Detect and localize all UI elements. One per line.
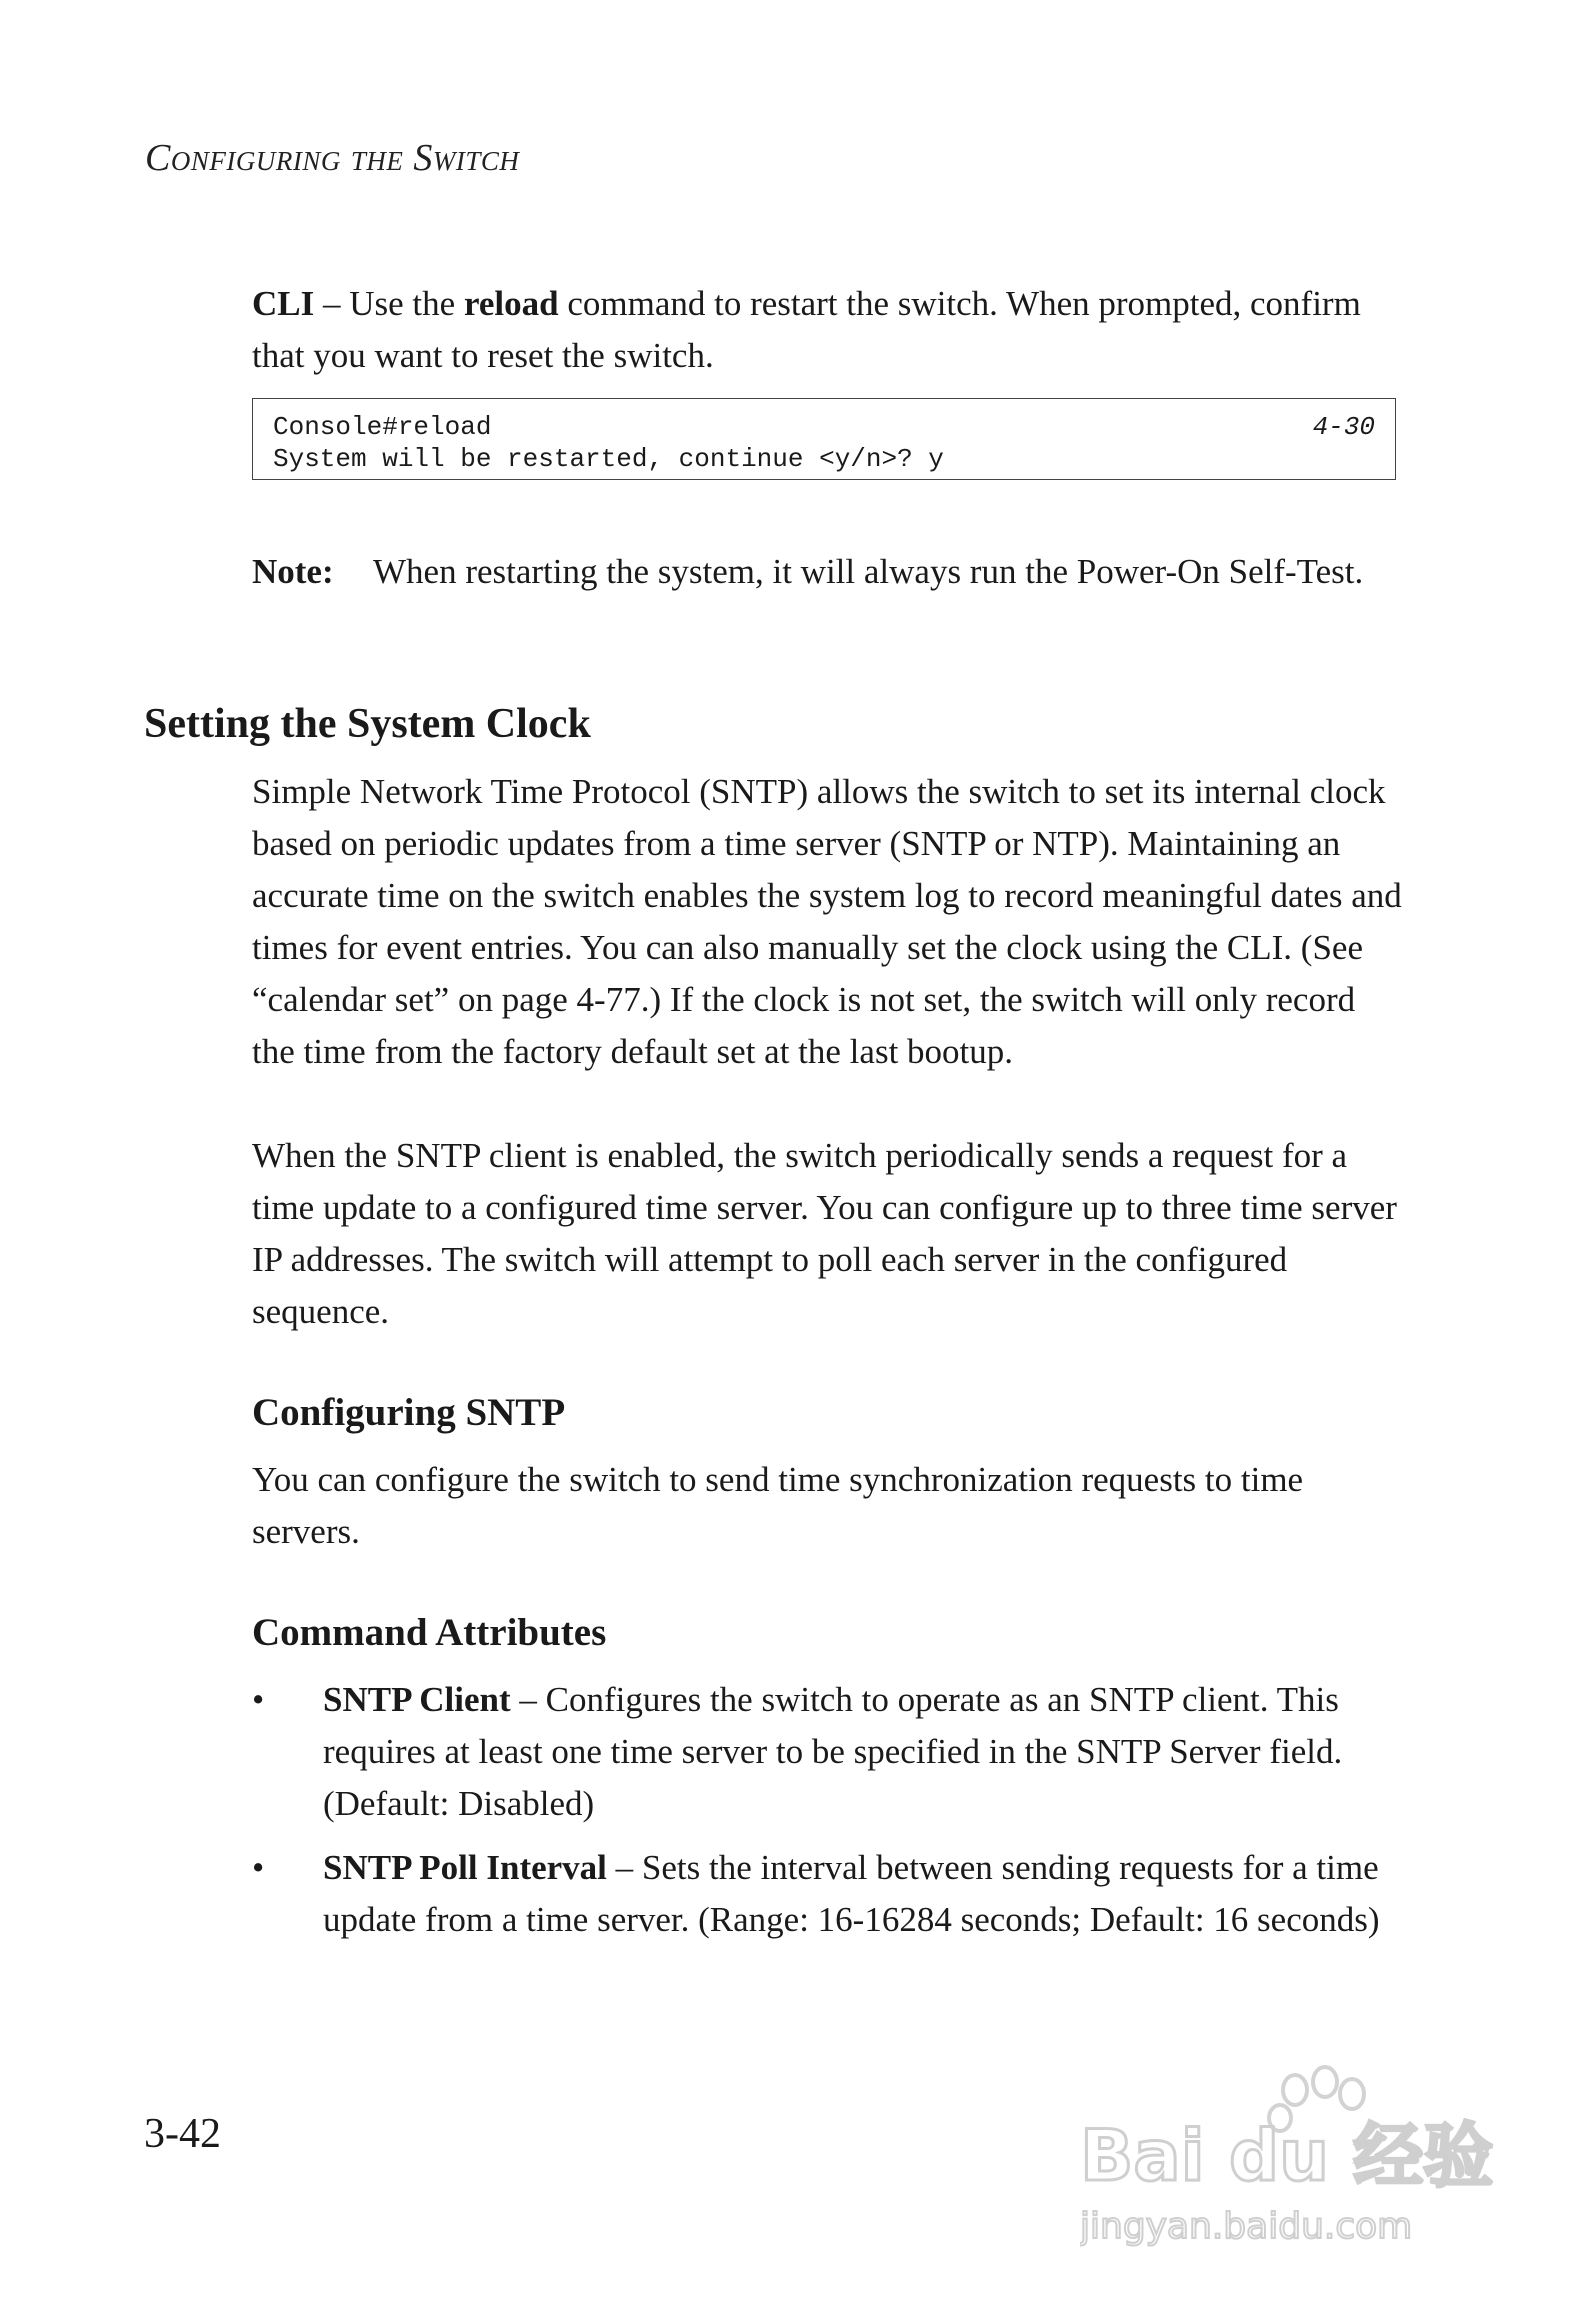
section-title: Setting the System Clock [144,701,591,747]
section-paragraph-1: Simple Network Time Protocol (SNTP) allows the switch to set its internal clock based on periodic updates from a time server (SNTP or NTP). Maintaining an accurate time on the switch enables the system log to record meaningful dates and times for event entries. You can also manually set the clock using the CLI. (See “calendar set” on page 4-77.) If the clock is not set, the switch will only record the time from the factory default set at the last bootup. [252,772,1402,1071]
subsection-title-command-attributes: Command Attributes [252,1611,607,1654]
subsection-title-configuring-sntp: Configuring SNTP [252,1391,566,1434]
code-command: Console#reload [273,412,492,442]
bullet-term: SNTP Poll Interval [323,1848,607,1887]
bullet-marker: • [252,1848,265,1887]
subsection-paragraph: You can configure the switch to send time synchronization requests to time servers. [252,1460,1304,1551]
cli-text-1: – Use the [314,284,464,323]
code-page-ref: 4-30 [1312,412,1375,442]
bullet-item-sntp-poll-interval [323,1842,1403,1946]
paw-toe-icon [1313,2067,1337,2097]
note-text: When restarting the system, it will always run the Power-On Self-Test. [373,552,1364,591]
watermark-brand: Bai du 经验 [1080,2115,1494,2197]
paw-toe-icon [1283,2075,1307,2105]
bullet-desc: – Configures the switch to operate as an SNTP client. This requires at least one time server to be specified in the SNTP Server field. (Default: Disabled) [323,1680,1343,1823]
code-line-2: System will be restarted, continue <y/n>? y [273,444,944,474]
watermark-url: jingyan.baidu.com [1080,2206,1413,2247]
note-label: Note: [252,552,334,591]
page-number: 3-42 [144,2111,221,2157]
cli-text-2: command to restart the switch. When prompted, confirm that you want to reset the switch. [252,284,1361,375]
code-block [252,398,1396,480]
bullet-term: SNTP Client [323,1680,511,1719]
code-line-1 [273,411,1375,443]
baidu-jingyan-watermark [1080,2060,1520,2250]
bullet-marker: • [252,1680,265,1719]
cli-paragraph [252,278,1402,382]
bullet-item-sntp-client [323,1674,1403,1830]
reload-command: reload [463,284,559,323]
running-head: Configuring the Switch [145,137,520,179]
section-paragraph-2: When the SNTP client is enabled, the switch periodically sends a request for a time update to a configured time server. You can configure up to three time server IP addresses. The switch will attempt to poll each server in the configured sequence. [252,1136,1397,1331]
paw-toe-icon [1340,2079,1364,2109]
cli-label: CLI [252,284,315,323]
bullet-desc: – Sets the interval between sending requests for a time update from a time server. (Range: 16-16284 seconds; Default: 16 seconds) [323,1848,1380,1939]
